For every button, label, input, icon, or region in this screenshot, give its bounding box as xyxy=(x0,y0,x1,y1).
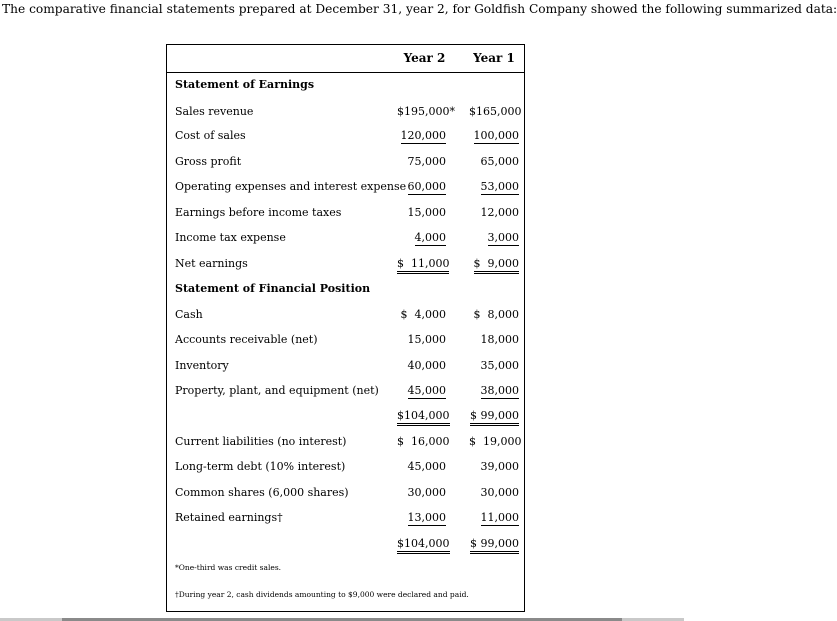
value-text: 39,000 xyxy=(480,460,519,473)
year2-value xyxy=(397,435,450,448)
table-row xyxy=(167,129,524,147)
row-label: Cash xyxy=(175,308,203,321)
row-label: Common shares (6,000 shares) xyxy=(175,486,349,499)
year1-value xyxy=(469,537,519,550)
row-label: Property, plant, and equipment (net) xyxy=(175,384,379,397)
year2-value xyxy=(397,486,446,499)
year2-value xyxy=(397,129,446,142)
year2-value xyxy=(397,308,446,321)
row-label: Net earnings xyxy=(175,257,248,270)
table-row xyxy=(167,257,524,275)
value-text: 35,000 xyxy=(480,359,519,372)
year2-value xyxy=(397,460,446,473)
value-text: 30,000 xyxy=(480,486,519,499)
year2-value xyxy=(397,409,450,422)
year1-value xyxy=(469,308,519,321)
year1-value xyxy=(469,511,519,524)
table-row xyxy=(167,435,524,453)
value-text: $ 8,000 xyxy=(473,308,519,321)
value-text: 120,000 xyxy=(400,129,446,142)
year2-value xyxy=(397,105,455,118)
table-row xyxy=(167,231,524,249)
year2-value xyxy=(397,511,446,524)
table-row xyxy=(167,359,524,377)
value-text: $165,000 xyxy=(469,105,522,118)
value-text: $ 16,000 xyxy=(397,435,450,448)
value-text: 15,000 xyxy=(407,333,446,346)
value-text: 4,000 xyxy=(414,231,446,244)
row-label: Retained earnings† xyxy=(175,511,283,524)
value-text: 12,000 xyxy=(480,206,519,219)
value-text: $ 9,000 xyxy=(474,257,519,274)
year2-value xyxy=(397,359,446,372)
table-row xyxy=(167,384,524,402)
section-title: Statement of Financial Position xyxy=(175,282,371,295)
column-header-year2: Year 2 xyxy=(403,51,446,65)
intro-text: The comparative financial statements prepared at December 31, year 2, for Goldfish Company showed the following summarized data: xyxy=(2,2,837,16)
value-text: $195,000* xyxy=(397,105,455,118)
table-row xyxy=(167,537,524,555)
row-label: Accounts receivable (net) xyxy=(175,333,318,346)
value-text: 11,000 xyxy=(480,511,519,524)
year1-value xyxy=(469,359,519,372)
row-label: Operating expenses and interest expense xyxy=(175,180,407,193)
table-row xyxy=(167,333,524,351)
year2-value xyxy=(397,257,450,270)
table-row xyxy=(167,155,524,173)
value-text: 13,000 xyxy=(407,511,446,524)
value-text: 18,000 xyxy=(480,333,519,346)
row-label: Current liabilities (no interest) xyxy=(175,435,347,448)
value-text: 3,000 xyxy=(487,231,519,244)
year1-value xyxy=(469,129,519,142)
year2-value xyxy=(397,231,446,244)
value-text: 40,000 xyxy=(407,359,446,372)
section-title: Statement of Earnings xyxy=(175,78,315,91)
table-row xyxy=(167,180,524,198)
value-text: $ 99,000 xyxy=(470,537,519,554)
year2-value xyxy=(397,180,446,193)
value-text: 45,000 xyxy=(407,460,446,473)
year1-value xyxy=(469,257,519,270)
section-heading xyxy=(167,78,524,96)
value-text: 53,000 xyxy=(480,180,519,193)
year1-value xyxy=(469,206,519,219)
column-header-year1: Year 1 xyxy=(473,51,515,65)
value-text: $ 4,000 xyxy=(400,308,446,321)
value-text: 65,000 xyxy=(480,155,519,168)
row-label: Income tax expense xyxy=(175,231,286,244)
value-text: 38,000 xyxy=(480,384,519,397)
year2-value xyxy=(397,206,446,219)
value-text: 15,000 xyxy=(407,206,446,219)
row-label: Cost of sales xyxy=(175,129,246,142)
year1-value xyxy=(469,460,519,473)
value-text: $ 11,000 xyxy=(397,257,449,274)
year1-value xyxy=(469,155,519,168)
year1-value xyxy=(469,231,519,244)
value-text: 60,000 xyxy=(407,180,446,193)
value-text: 30,000 xyxy=(407,486,446,499)
year1-value xyxy=(469,105,522,118)
table-row xyxy=(167,460,524,478)
value-text: $104,000 xyxy=(397,409,450,426)
value-text: $104,000 xyxy=(397,537,450,554)
table-row xyxy=(167,206,524,224)
year2-value xyxy=(397,537,450,550)
row-label: Earnings before income taxes xyxy=(175,206,342,219)
value-text: 100,000 xyxy=(473,129,519,142)
row-label: Gross profit xyxy=(175,155,242,168)
year1-value xyxy=(469,435,522,448)
row-label: Inventory xyxy=(175,359,229,372)
row-label: Long-term debt (10% interest) xyxy=(175,460,346,473)
table-row xyxy=(167,308,524,326)
table-row xyxy=(167,486,524,504)
value-text: $ 99,000 xyxy=(470,409,519,426)
value-text: 45,000 xyxy=(407,384,446,397)
header-divider xyxy=(167,72,524,73)
year1-value xyxy=(469,384,519,397)
value-text: $ 19,000 xyxy=(469,435,522,448)
year2-value xyxy=(397,384,446,397)
footnote-credit-sales: *One-third was credit sales. xyxy=(175,563,282,572)
value-text: 75,000 xyxy=(407,155,446,168)
year1-value xyxy=(469,409,519,422)
year1-value xyxy=(469,486,519,499)
year1-value xyxy=(469,333,519,346)
footnote-dividends: †During year 2, cash dividends amounting to $9,000 were declared and paid. xyxy=(175,590,469,599)
row-label: Sales revenue xyxy=(175,105,254,118)
year1-value xyxy=(469,180,519,193)
table-row xyxy=(167,511,524,529)
year2-value xyxy=(397,333,446,346)
financial-statements-table xyxy=(166,44,525,612)
table-row xyxy=(167,409,524,427)
section-heading xyxy=(167,282,524,300)
table-row xyxy=(167,105,524,123)
year2-value xyxy=(397,155,446,168)
